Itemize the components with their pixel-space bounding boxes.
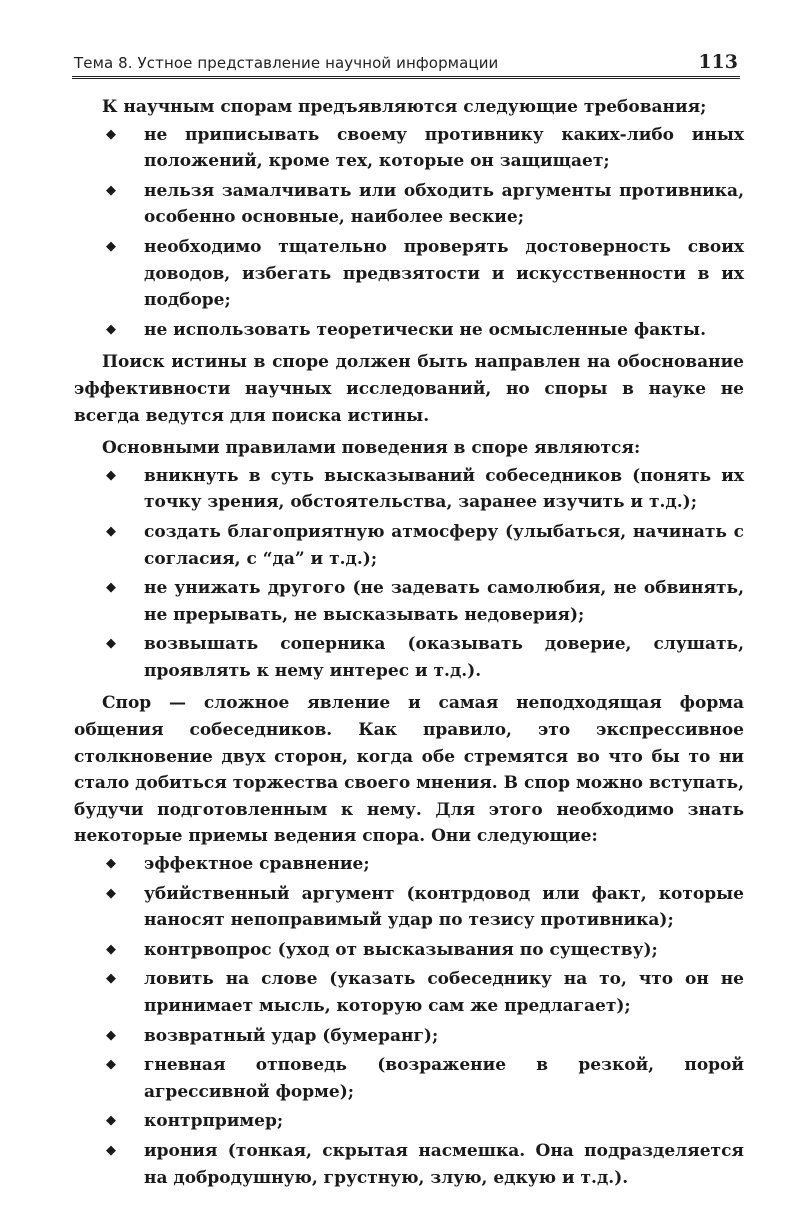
paragraph-truth-search: Поиск истины в споре должен быть направлен на обоснование эффективности научных исследований, но споры в науке не всегда ведутся для поиска истины.: [74, 352, 744, 426]
diamond-bullet-icon: ◆: [106, 238, 116, 254]
list-item: ◆ возвратный удар (бумеранг);: [74, 1023, 744, 1050]
list-item: ◆ не использовать теоретически не осмысленные факты.: [74, 317, 744, 344]
body-text: [74, 94, 744, 1197]
paragraph-requirements-intro: К научным спорам предъявляются следующие требования;: [102, 97, 707, 117]
list-item: ◆ вникнуть в суть высказываний собеседников (понять их точку зрения, обстоятельства, заранее изучить и т.д.);: [74, 463, 744, 516]
list-item: ◆ гневная отповедь (возражение в резкой, порой агрессивной форме);: [74, 1052, 744, 1105]
diamond-bullet-icon: ◆: [106, 321, 116, 337]
list-item: ◆ необходимо тщательно проверять достоверность своих доводов, избегать предвзятости и искусственности в их подборе;: [74, 234, 744, 314]
list-item: ◆ ловить на слове (указать собеседнику на то, что он не принимает мысль, которую сам же предлагает);: [74, 966, 744, 1019]
diamond-bullet-icon: ◆: [106, 1113, 116, 1129]
diamond-bullet-icon: ◆: [106, 182, 116, 198]
requirements-list: [74, 122, 744, 344]
list-item: ◆ не унижать другого (не задевать самолюбия, не обвинять, не прерывать, не высказывать недоверия);: [74, 575, 744, 628]
list-item: ◆ возвышать соперника (оказывать доверие, слушать, проявлять к нему интерес и т.д.).: [74, 631, 744, 684]
list-item: ◆ контрпример;: [74, 1108, 744, 1135]
behaviour-rules-list: [74, 463, 744, 685]
list-item: ◆ контрвопрос (уход от высказывания по существу);: [74, 937, 744, 964]
list-item: ◆ ирония (тонкая, скрытая насмешка. Она подразделяется на добродушную, грустную, злую, едкую и т.д.).: [74, 1138, 744, 1191]
list-item: ◆ нельзя замалчивать или обходить аргументы противника, особенно основные, наиболее веские;: [74, 178, 744, 231]
list-item: ◆ эффектное сравнение;: [74, 851, 744, 878]
diamond-bullet-icon: ◆: [106, 126, 116, 142]
diamond-bullet-icon: ◆: [106, 941, 116, 957]
diamond-bullet-icon: ◆: [106, 971, 116, 987]
paragraph-rules-intro: Основными правилами поведения в споре являются:: [102, 438, 641, 459]
list-item: ◆ создать благоприятную атмосферу (улыбаться, начинать с согласия, с “да” и т.д.);: [74, 519, 744, 572]
page-number: 113: [698, 51, 738, 73]
diamond-bullet-icon: ◆: [106, 885, 116, 901]
diamond-bullet-icon: ◆: [106, 467, 116, 483]
dispute-techniques-list: [74, 851, 744, 1191]
diamond-bullet-icon: ◆: [106, 1142, 116, 1158]
diamond-bullet-icon: ◆: [106, 580, 116, 596]
diamond-bullet-icon: ◆: [106, 523, 116, 539]
running-header: [72, 50, 740, 79]
diamond-bullet-icon: ◆: [106, 856, 116, 872]
list-item: ◆ убийственный аргумент (контрдовод или факт, которые наносят непоправимый удар по тезису противника);: [74, 881, 744, 934]
paragraph-dispute-definition: Спор — сложное явление и самая неподходящая форма общения собеседников. Как правило, это экспрессивное столкновение двух сторон, когда обе стремятся во что бы то ни стало добиться торжества своего мнения. В спор можно вступать, будучи подготовленным к нему. Для этого необходимо знать некоторые приемы ведения спора. Они следующие:: [74, 693, 744, 847]
diamond-bullet-icon: ◆: [106, 636, 116, 652]
diamond-bullet-icon: ◆: [106, 1057, 116, 1073]
diamond-bullet-icon: ◆: [106, 1027, 116, 1043]
running-title: Тема 8. Устное представление научной информации: [74, 54, 499, 72]
list-item: ◆ не приписывать своему противнику каких-либо иных положений, кроме тех, которые он защищает;: [74, 122, 744, 175]
